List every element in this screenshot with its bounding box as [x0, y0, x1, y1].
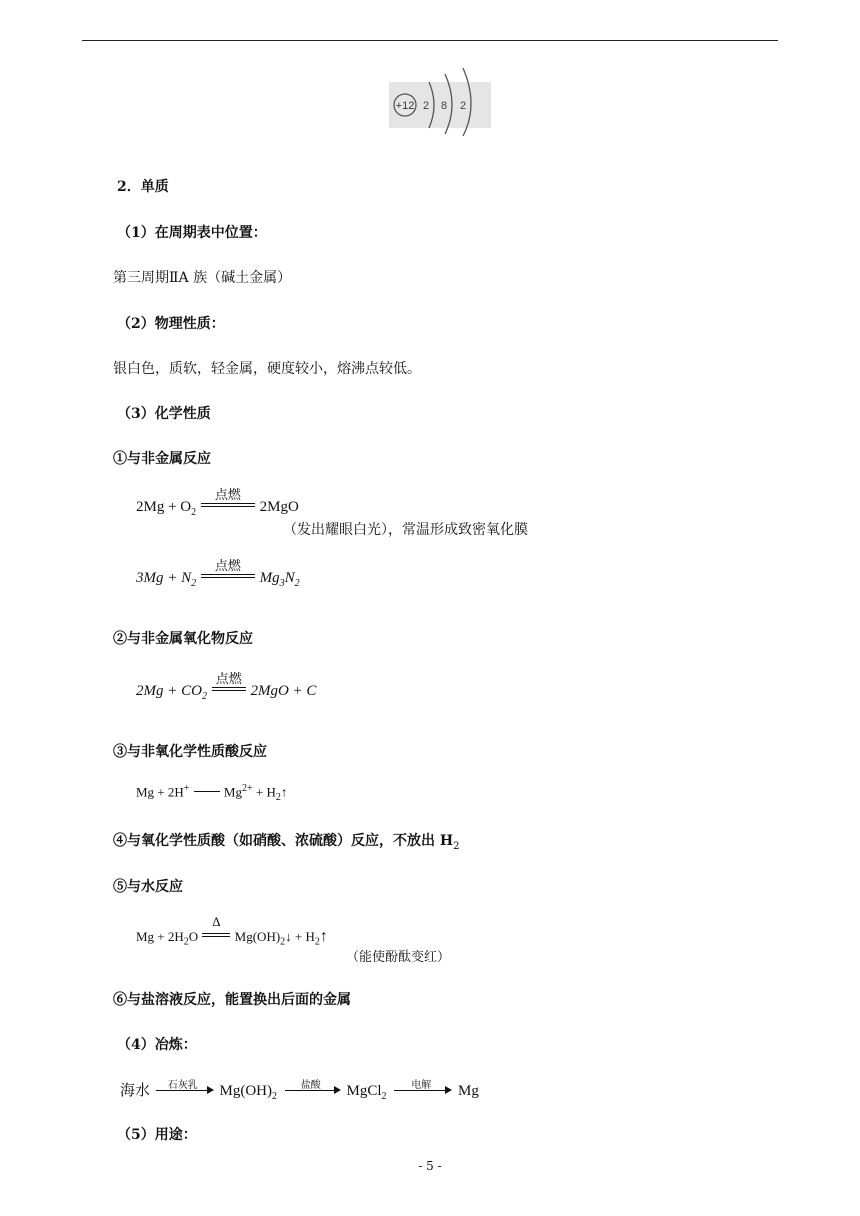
reaction-6-heading: ⑥与盐溶液反应，能置换出后面的金属 — [113, 992, 351, 1008]
heat-condition: Δ — [201, 929, 231, 945]
position-heading: （1）在周期表中位置： — [117, 225, 267, 241]
arrow-step-3: 电解 — [394, 1090, 448, 1091]
page-number: - 5 - — [418, 1159, 442, 1173]
reaction-1-note: （发出耀眼白光），常温形成致密氧化膜 — [283, 522, 528, 538]
reaction-3-heading: ③与非氧化学性质酸反应 — [113, 744, 267, 760]
equation-mg-water: $Mg + 2H_2O$ Δ $Mg(OH)_2↓$ + $H_2↑$ — [136, 914, 328, 948]
ignite-condition: 点燃 — [200, 499, 256, 516]
ignite-condition: 点燃 — [211, 683, 247, 700]
physical-text: 银白色，质软，轻金属，硬度较小，熔沸点较低。 — [113, 361, 421, 377]
equation-mg-acid: Mg + 2H+ $Mg^{2+}$ + $H_2↑$ — [136, 783, 288, 803]
equation-mg-n2: $3Mg + N_2$ 点燃 $Mg_3N_2$ — [136, 558, 300, 589]
equation-mg-o2: $2Mg + O_2$ 点燃 2MgO — [136, 487, 299, 518]
chemical-heading: （3）化学性质 — [117, 406, 211, 422]
reaction-5-note: （能使酚酞变红） — [346, 950, 451, 965]
physical-heading: （2）物理性质： — [117, 316, 225, 332]
shell-1-count: 2 — [422, 100, 430, 112]
smelting-heading: （4）冶炼： — [117, 1037, 197, 1053]
reaction-5-heading: ⑤与水反应 — [113, 879, 183, 895]
reaction-4-heading: ④与氧化学性质酸（如硝酸、浓硫酸）反应，不放出 $H_2$ — [113, 833, 460, 852]
header-rule — [82, 40, 778, 41]
nucleus-label: +12 — [395, 100, 415, 112]
position-text: 第三周期ⅡA 族（碱土金属） — [113, 270, 292, 286]
reaction-1-heading: ①与非金属反应 — [113, 451, 211, 467]
ignite-condition: 点燃 — [200, 570, 256, 587]
shell-3-count: 2 — [459, 100, 467, 112]
arrow-step-1: 石灰乳 — [156, 1090, 210, 1091]
section-title: 2．单质 — [117, 179, 169, 195]
smelting-chain: 海水 石灰乳 $Mg(OH)_2$ 盐酸 MgCl$_2$ 电解 Mg — [120, 1080, 479, 1102]
shell-2-count: 8 — [440, 100, 448, 112]
arrow-step-2: 盐酸 — [285, 1090, 337, 1091]
reaction-2-heading: ②与非金属氧化物反应 — [113, 631, 253, 647]
use-heading: （5）用途： — [117, 1127, 197, 1143]
equation-mg-co2: $2Mg + CO_2$ 点燃 2MgO + C — [136, 671, 317, 702]
mg-atom-structure-diagram — [385, 62, 495, 136]
